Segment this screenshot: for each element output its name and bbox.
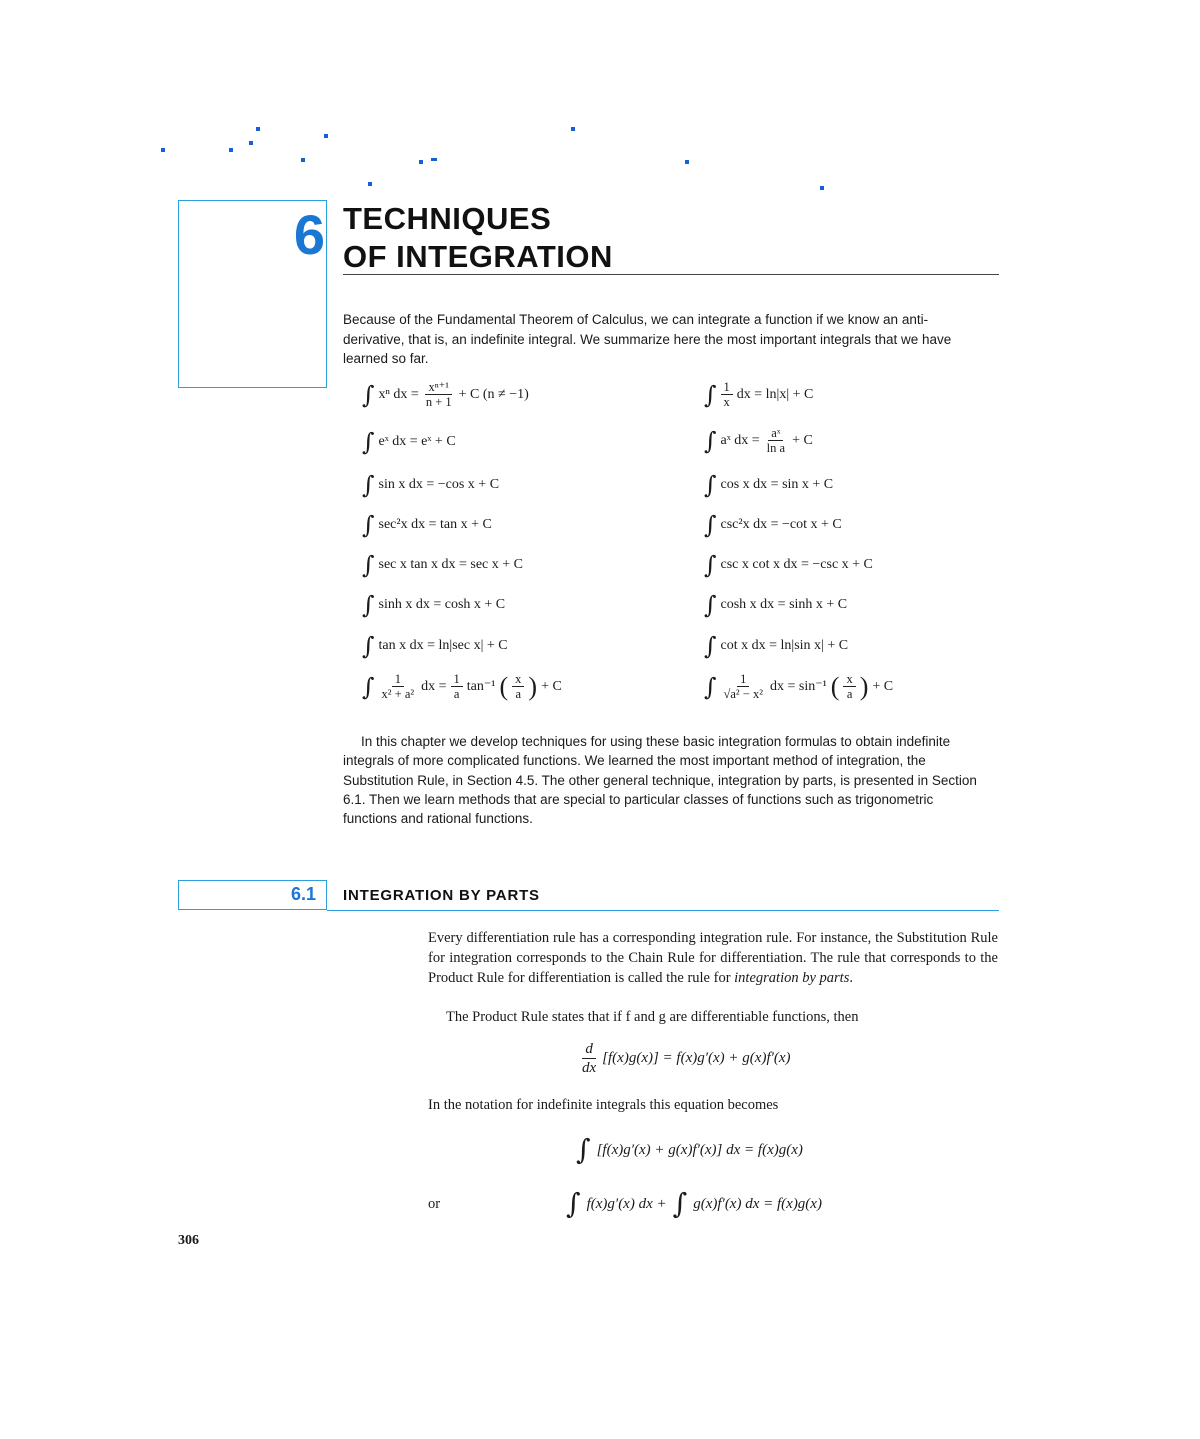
chapter-body-paragraph: In this chapter we develop techniques for using these basic integration formulas to obtain indefinite integrals of more complicated functions. We learned the most important method of integration, the Substitution Rule, in Section 4.5. The other general technique, integration by parts, is presented in Section 6.1. Then we learn methods that are special to particular classes of functions such as trigonometric functions and rational functions. bbox=[343, 734, 977, 827]
decorative-dot bbox=[685, 160, 689, 164]
section-number: 6.1 bbox=[290, 884, 316, 904]
chapter-number: 6 bbox=[293, 203, 325, 266]
decorative-dot bbox=[419, 160, 423, 164]
decorative-dot bbox=[368, 182, 372, 186]
title-rule bbox=[343, 274, 999, 275]
decorative-dot bbox=[229, 148, 233, 152]
section-rule bbox=[327, 910, 999, 911]
decorative-dot bbox=[301, 158, 305, 162]
formula-cot: ∫ cot x dx = ln|sin x| + C bbox=[704, 632, 849, 660]
formula-exp: ∫ eˣ dx = eˣ + C bbox=[362, 428, 456, 456]
formula-tan: ∫ tan x dx = ln|sec x| + C bbox=[362, 632, 508, 660]
decorative-dot bbox=[256, 127, 260, 131]
formula-sinh: ∫ sinh x dx = cosh x + C bbox=[362, 591, 506, 619]
integral-equation: ∫ [f(x)g′(x) + g(x)f′(x)] dx = f(x)g(x) bbox=[576, 1133, 803, 1166]
formula-sec-squared: ∫ sec²x dx = tan x + C bbox=[362, 511, 492, 539]
chapter-title-line2: OF INTEGRATION bbox=[343, 239, 613, 274]
formula-csc-squared: ∫ csc²x dx = −cot x + C bbox=[704, 511, 842, 539]
formula-arcsin: ∫ $\frac{1}{\text{√a² − x²}}$ dx = sin⁻¹ ( $\frac{x}{a}$ ) + C bbox=[704, 671, 894, 701]
decorative-dot bbox=[571, 127, 575, 131]
emphasis-integration-by-parts: integration by parts bbox=[734, 970, 850, 986]
section-title: INTEGRATION BY PARTS bbox=[343, 887, 540, 904]
decorative-dot bbox=[161, 148, 165, 152]
decorative-dot bbox=[324, 134, 328, 138]
formula-csc-cot: ∫ csc x cot x dx = −csc x + C bbox=[704, 551, 873, 579]
decorative-dot bbox=[820, 186, 824, 190]
chapter-title-line1: TECHNIQUES bbox=[343, 201, 552, 236]
decorative-dot bbox=[249, 141, 253, 145]
or-label: or bbox=[428, 1196, 441, 1212]
formula-reciprocal: ∫ $\frac{1}{x}$ dx = ln|x| + C bbox=[704, 380, 814, 409]
formula-cos: ∫ cos x dx = sin x + C bbox=[704, 471, 834, 499]
formula-sin: ∫ sin x dx = −cos x + C bbox=[362, 471, 500, 499]
chapter-title bbox=[343, 200, 613, 276]
formula-general-exp: ∫ aˣ dx = $\frac{\text{aˣ}}{\text{ln a}}$ + C bbox=[704, 426, 813, 455]
formula-sec-tan: ∫ sec x tan x dx = sec x + C bbox=[362, 551, 523, 579]
formula-arctan: ∫ $\frac{1}{\text{x² + a²}}$ dx = $\frac{1}{a}$ tan⁻¹ ( $\frac{x}{a}$ ) + C bbox=[362, 671, 562, 701]
formula-power-rule: ∫ xⁿ dx = $\frac{\text{xⁿ⁺¹}}{n + 1}$ + C (n ≠ −1) bbox=[362, 380, 529, 409]
product-rule-equation: $\frac{d}{dx}$ [f(x)g(x)] = f(x)g′(x) + g(x)f′(x) bbox=[582, 1041, 791, 1076]
page-number: 306 bbox=[178, 1233, 199, 1248]
formula-cosh: ∫ cosh x dx = sinh x + C bbox=[704, 591, 848, 619]
notation-text: In the notation for indefinite integrals this equation becomes bbox=[428, 1097, 779, 1113]
section-paragraph-2: The Product Rule states that if f and g are differentiable functions, then bbox=[446, 1009, 859, 1025]
decorative-dash bbox=[431, 158, 437, 161]
integration-by-parts-equation: ∫ f(x)g′(x) dx + ∫ g(x)f′(x) dx = f(x)g(x) bbox=[566, 1187, 822, 1220]
section-paragraph-1: Every differentiation rule has a corresponding integration rule. For instance, the Substitution Rule for integration corresponds to the Chain Rule for differentiation. The rule that corresponds to the Product Rule for differentiation is called the rule for integration by parts. bbox=[428, 930, 998, 986]
intro-paragraph: Because of the Fundamental Theorem of Calculus, we can integrate a function if we know an anti-derivative, that is, an indefinite integral. We summarize here the most important integrals that we have learned so far. bbox=[343, 312, 952, 366]
